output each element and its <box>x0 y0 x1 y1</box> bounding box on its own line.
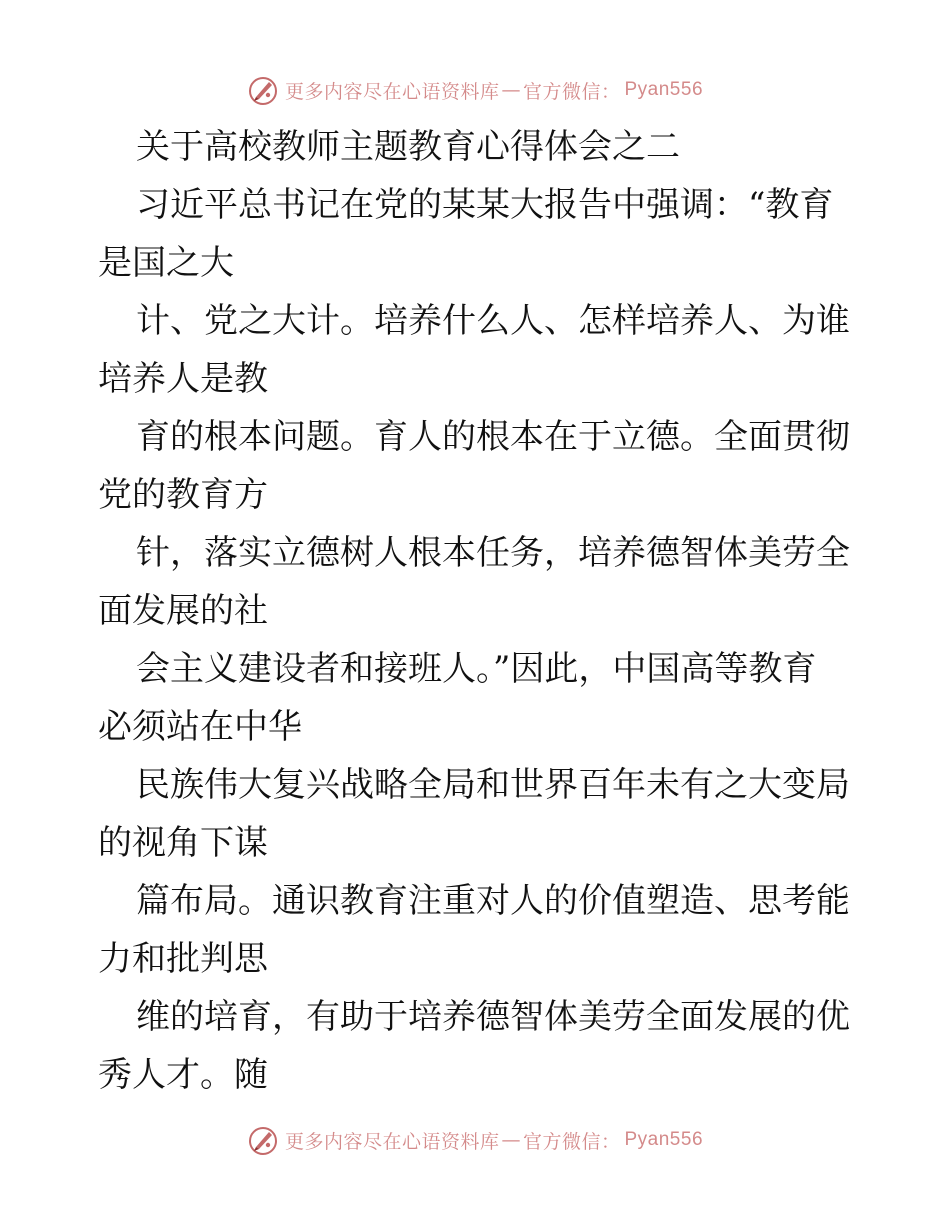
footer-watermark <box>0 1120 950 1160</box>
watermark-wechat-label: 官方微信： <box>522 1130 621 1153</box>
text-line: 计、党之大计。培养什么人、怎样培养人、为谁 <box>136 301 850 341</box>
text-line: 秀人才。随 <box>98 1055 268 1095</box>
text-line: 面发展的社 <box>98 591 268 631</box>
text-line: 是国之大 <box>98 243 234 283</box>
text-line: 必须站在中华 <box>98 707 302 747</box>
text-line: 党的教育方 <box>98 475 268 515</box>
text-line: 民族伟大复兴战略全局和世界百年未有之大变局 <box>136 765 850 805</box>
watermark-wechat-id: Pyan556 <box>624 79 704 100</box>
text-line: 的视角下谋 <box>98 823 268 863</box>
document-title: 关于高校教师主题教育心得体会之二 <box>136 127 680 167</box>
text-line: 维的培育，有助于培养德智体美劳全面发展的优 <box>136 997 850 1037</box>
watermark-separator: — <box>501 1129 521 1151</box>
text-line: 育的根本问题。育人的根本在于立德。全面贯彻 <box>136 417 850 457</box>
watermark-separator: — <box>501 79 521 101</box>
watermark-wechat-id: Pyan556 <box>624 1129 704 1150</box>
text-line: 篇布局。通识教育注重对人的价值塑造、思考能 <box>136 881 850 921</box>
text-line: 习近平总书记在党的某某大报告中强调：“教育 <box>136 185 834 225</box>
watermark-text: 更多内容尽在心语资料库 <box>284 1130 500 1153</box>
quill-pen-logo-icon <box>247 74 279 106</box>
text-line: 力和批判思 <box>98 939 268 979</box>
header-watermark <box>0 70 950 110</box>
text-line: 针，落实立德树人根本任务，培养德智体美劳全 <box>136 533 850 573</box>
text-line: 会主义建设者和接班人。”因此，中国高等教育 <box>136 649 817 689</box>
text-line: 培养人是教 <box>98 359 268 399</box>
document-body <box>98 118 858 1104</box>
quill-pen-logo-icon <box>247 1124 279 1156</box>
watermark-wechat-label: 官方微信： <box>522 80 621 103</box>
watermark-text: 更多内容尽在心语资料库 <box>284 80 500 103</box>
